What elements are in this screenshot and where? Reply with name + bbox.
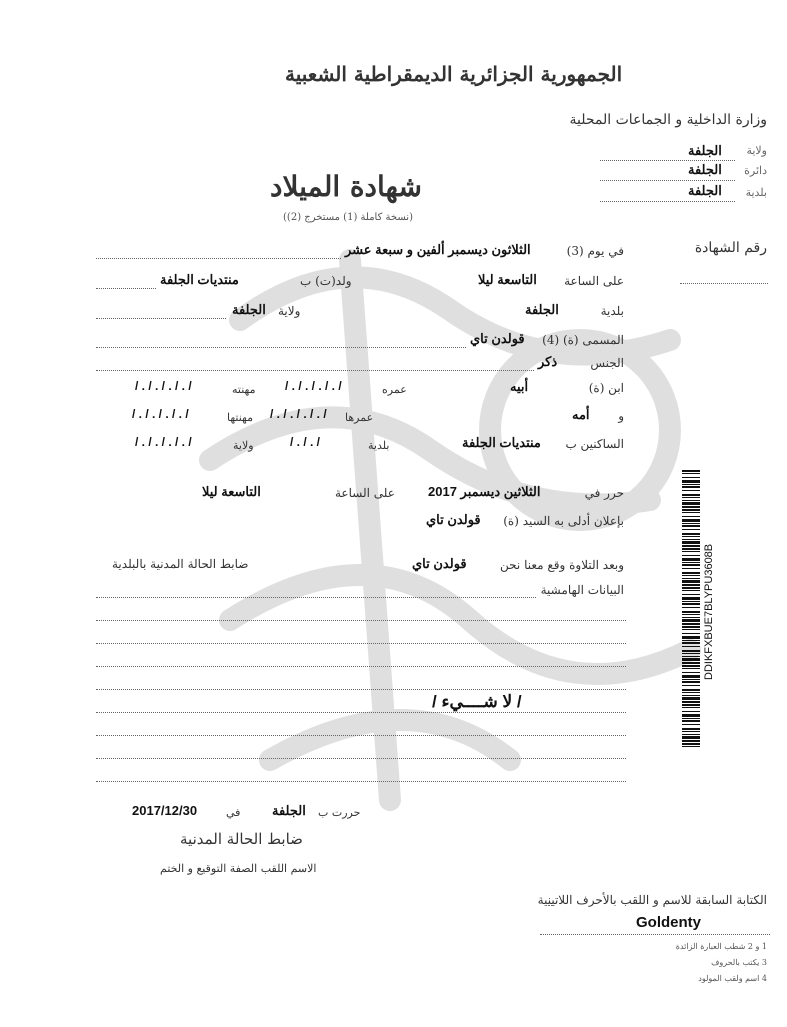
barcode-bar xyxy=(682,594,700,595)
barcode-bar xyxy=(682,584,700,586)
barcode-bar xyxy=(682,633,700,634)
hour-label: على الساعة xyxy=(564,274,624,288)
profession-value: / . / . / . / . / xyxy=(135,379,192,393)
wilaya-value: الجلفة xyxy=(688,143,722,158)
barcode-bar xyxy=(682,506,700,508)
barcode-bar xyxy=(682,662,700,664)
barcode-bar xyxy=(682,516,700,517)
margin-line-1 xyxy=(96,597,536,598)
barcode-bar xyxy=(682,629,700,630)
barcode-bar xyxy=(682,617,700,618)
republic-title: الجمهورية الجزائرية الديمقراطية الشعبية xyxy=(285,62,623,86)
barcode-bar xyxy=(682,477,700,478)
barcode-bar xyxy=(682,656,700,657)
drawn-hour-value: التاسعة ليلا xyxy=(202,484,261,499)
barcode-bar xyxy=(682,568,700,569)
sex-value: ذكر xyxy=(538,354,558,369)
margin-line-2 xyxy=(96,620,626,621)
baladia-label: بلدية xyxy=(745,186,767,199)
barcode-bar xyxy=(682,689,700,691)
named-value: قولدن تاي xyxy=(470,331,525,346)
wilaya-label: ولاية xyxy=(746,144,767,157)
document-subtitle: (نسخة كاملة (1) مستخرج (2)) xyxy=(283,212,413,223)
line-wilaya-value: الجلفة xyxy=(232,302,266,317)
drawn-label: حرر في xyxy=(584,486,624,500)
cert-number-label: رقم الشهادة xyxy=(694,240,767,256)
nothing-text: / لا شــــيء / xyxy=(432,692,522,711)
barcode-bar xyxy=(682,740,700,742)
ministry-label: وزارة الداخلية و الجماعات المحلية xyxy=(569,112,767,128)
line-2-dots xyxy=(96,288,156,289)
barcode-bar xyxy=(682,497,700,498)
day-value: الثلاثون ديسمبر ألفين و سبعة عشر xyxy=(345,242,531,257)
barcode-bar xyxy=(682,578,700,579)
barcode-bar xyxy=(682,724,700,725)
officer-text: ضابط الحالة المدنية بالبلدية xyxy=(112,557,249,571)
barcode-bar xyxy=(682,494,700,496)
barcode-bar xyxy=(682,541,700,544)
baladia-value: الجلفة xyxy=(688,183,722,198)
mother-prof-value: / . / . / . / . / xyxy=(132,407,189,421)
barcode-bar xyxy=(682,685,700,686)
barcode-bar xyxy=(682,509,700,511)
daira-value: الجلفة xyxy=(688,162,722,177)
document-title: شهادة الميلاد xyxy=(270,170,422,203)
resident-wilaya-value: / . / . / . / . / xyxy=(135,435,192,449)
barcode-bar xyxy=(682,668,700,669)
sex-label: الجنس xyxy=(590,356,624,370)
line-4-dots xyxy=(96,347,466,348)
note-1: 1 و 2 شطب العبارة الزائدة xyxy=(675,942,767,951)
barcode-bar xyxy=(682,720,700,722)
barcode-bar xyxy=(682,601,700,602)
barcode-bar xyxy=(682,512,700,513)
daira-dots xyxy=(600,180,735,181)
latin-value: Goldenty xyxy=(636,914,702,931)
on-label: في xyxy=(226,806,241,819)
barcode-bar xyxy=(682,580,700,583)
resident-value: منتديات الجلفة xyxy=(462,435,541,450)
barcode-bar xyxy=(682,480,700,483)
commune-label: بلدية xyxy=(600,304,624,318)
barcode-bar xyxy=(682,675,700,678)
barcode-bar xyxy=(682,555,700,556)
margin-line-3 xyxy=(96,643,626,644)
resident-baladia-value: / . / . / xyxy=(290,435,321,449)
margin-line-8 xyxy=(96,758,626,759)
barcode-bar xyxy=(682,714,700,717)
barcode-bar xyxy=(682,681,700,683)
drawn-value: الثلاثين ديسمبر 2017 xyxy=(428,484,541,499)
barcode-bar xyxy=(682,701,700,703)
commune-value: الجلفة xyxy=(525,302,559,317)
barcode-bar xyxy=(682,572,700,574)
margin-line-5 xyxy=(96,689,626,690)
age-value: / . / . / . / . / xyxy=(285,379,342,393)
margin-line-7 xyxy=(96,735,626,736)
barcode-bar xyxy=(682,626,700,628)
barcode-bar xyxy=(682,692,700,693)
barcode-bar xyxy=(682,653,700,654)
barcode-bar xyxy=(682,502,700,505)
barcode-bar xyxy=(682,603,700,605)
barcode-bar xyxy=(682,562,700,563)
barcode-bar xyxy=(682,597,700,600)
resident-label: الساكنين ب xyxy=(565,437,624,451)
barcode-bar xyxy=(682,672,700,673)
margin-line-9 xyxy=(96,781,626,782)
barcode-bar xyxy=(682,564,700,566)
barcode-bar xyxy=(682,525,700,527)
barcode-bar xyxy=(682,484,700,485)
barcode-bar xyxy=(682,650,700,652)
barcode-text: DDIKFXBUE7BLYPU3608B xyxy=(703,543,715,680)
mother-prof-label: مهنتها xyxy=(227,411,254,424)
barcode-bar xyxy=(682,746,700,747)
barcode-bar xyxy=(682,590,700,591)
hour-value: التاسعة ليلا xyxy=(478,272,537,287)
barcode-bar xyxy=(682,523,700,524)
barcode-bar xyxy=(682,470,700,472)
barcode-bar xyxy=(682,711,700,712)
barcode-bar xyxy=(682,743,700,745)
mother-prefix: و xyxy=(618,409,624,423)
barcode-bar xyxy=(682,736,700,739)
barcode-bar xyxy=(682,697,700,700)
barcode-bar xyxy=(682,486,700,488)
barcode-bar xyxy=(682,539,700,540)
born-label: ولد(ت) ب xyxy=(300,274,352,288)
drawn-hour-label: على الساعة xyxy=(335,486,395,500)
note-3: 4 اسم ولقب المولود xyxy=(698,974,767,983)
latin-line-1 xyxy=(548,905,554,906)
barcode-bar xyxy=(682,533,700,535)
son-label: ابن (ة) xyxy=(588,381,624,395)
barcode-bar xyxy=(682,665,700,667)
sign-line: الاسم اللقب الصفة التوقيع و الختم xyxy=(160,862,317,875)
barcode-bar xyxy=(682,734,700,735)
read-label: وبعد التلاوة وقع معنا نحن xyxy=(500,558,624,572)
wilaya-dots xyxy=(600,160,735,161)
read-value: قولدن تاي xyxy=(412,556,467,571)
barcode-bar xyxy=(682,658,700,661)
mother-age-label: عمرها xyxy=(345,411,374,424)
barcode-bar xyxy=(682,704,700,706)
barcode-bar xyxy=(682,642,700,644)
line-wilaya-label: ولاية xyxy=(278,304,301,318)
father-value: أبيه xyxy=(510,379,529,394)
barcode-bar xyxy=(682,551,700,552)
barcode-bar xyxy=(682,529,700,530)
barcode-bar xyxy=(682,587,700,589)
barcode-bar xyxy=(682,619,700,622)
barcode-bar xyxy=(682,536,700,537)
born-value: منتديات الجلفة xyxy=(160,272,239,287)
mother-value: أمه xyxy=(572,407,590,422)
day-label: في يوم (3) xyxy=(566,244,624,258)
barcode-bar xyxy=(682,640,700,641)
barcode-bar xyxy=(682,519,700,522)
declared-label: بإعلان أدلى به السيد (ة) xyxy=(503,514,624,528)
barcode-bar xyxy=(682,731,700,732)
barcode-bar xyxy=(682,728,700,730)
baladia-dots xyxy=(600,201,735,202)
barcode-bar xyxy=(682,558,700,561)
barcode-bar xyxy=(682,548,700,550)
barcode-bar xyxy=(682,623,700,625)
age-label: عمره xyxy=(382,383,407,396)
latin-label: الكتابة السابقة للاسم و اللقب بالأحرف اللاتينية xyxy=(537,893,767,907)
declared-value: قولدن تاي xyxy=(426,512,481,527)
footer-officer: ضابط الحالة المدنية xyxy=(180,830,303,848)
made-in-label: حررت ب xyxy=(318,806,361,819)
date-value: 2017/12/30 xyxy=(132,803,198,818)
line-5-dots xyxy=(96,370,534,371)
daira-label: دائرة xyxy=(744,164,767,177)
barcode-bar xyxy=(682,707,700,708)
note-2: 3 يكتب بالحروف xyxy=(711,958,767,967)
barcode-bar xyxy=(682,611,700,613)
barcode-bar xyxy=(682,646,700,647)
named-label: المسمى (ة) (4) xyxy=(542,333,624,347)
barcode-bar xyxy=(682,500,700,501)
profession-label: مهنته xyxy=(232,383,256,396)
barcode-bar xyxy=(682,718,700,719)
barcode-bar xyxy=(682,575,700,576)
margin-label: البيانات الهامشية xyxy=(540,583,624,597)
barcode-bar xyxy=(682,473,700,474)
line-3-dots xyxy=(96,318,226,319)
resident-baladia-label: بلدية xyxy=(368,439,390,452)
barcode-bar xyxy=(682,490,700,491)
barcode-bar xyxy=(682,636,700,639)
made-in-value: الجلفة xyxy=(272,803,306,818)
margin-line-6 xyxy=(96,712,626,713)
line-1-dots xyxy=(96,258,341,259)
mother-age-value: / . / . / . / . / xyxy=(270,407,327,421)
barcode-bar xyxy=(682,607,700,608)
margin-line-4 xyxy=(96,666,626,667)
barcode-bar xyxy=(682,679,700,680)
barcode-bar xyxy=(682,614,700,615)
barcode-bar xyxy=(682,695,700,696)
latin-line-2 xyxy=(540,934,770,935)
cert-number-dots xyxy=(680,283,768,284)
resident-wilaya-label: ولاية xyxy=(233,439,254,452)
barcode-bar xyxy=(682,545,700,547)
